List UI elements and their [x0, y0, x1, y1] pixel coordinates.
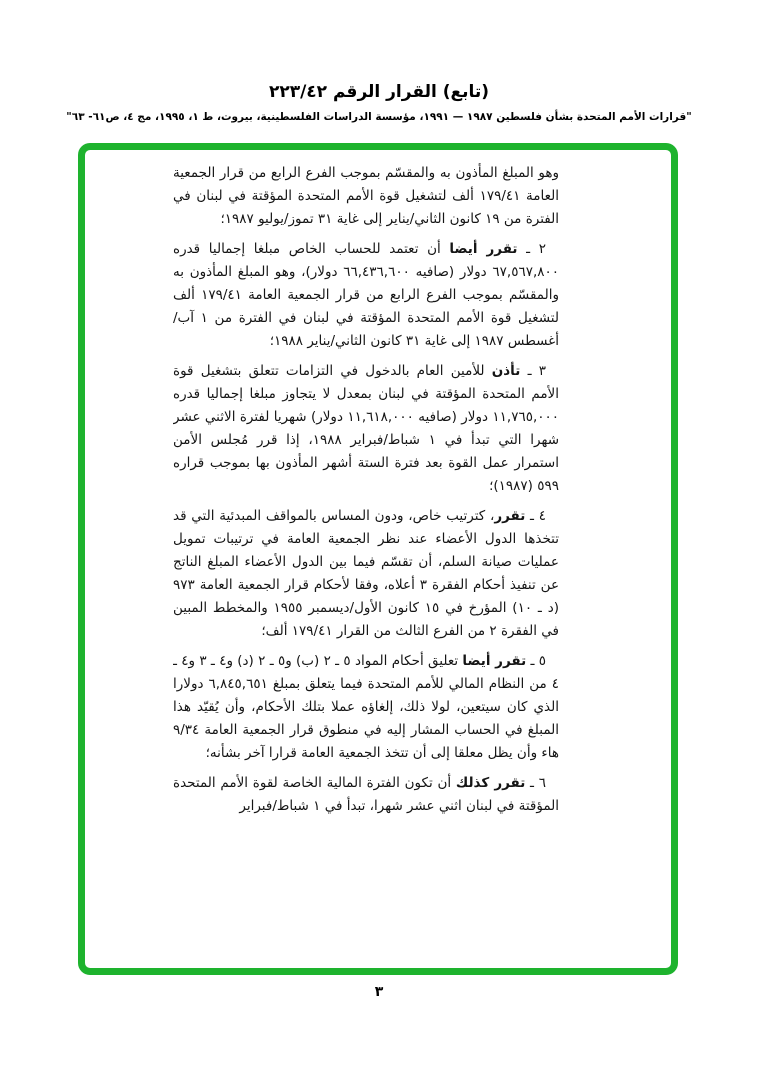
paragraph-text: للأمين العام بالدخول في التزامات تتعلق بتشغيل قوة الأمم المتحدة المؤقتة في لبنان بمعدل لا يتجاوز مبلغا إجماليا قدره ١١,٧٦٥,٠٠٠ دولار (صافيه ١١,٦١٨,٠٠٠ دولار) شهريا لفترة الاثني عشر شهرا التي تبدأ في ١ شباط/فبراير ١٩٨٨، إذا قرر مُجلس الأمن استمرار عمل القوة بعد فترة الستة أشهر المأذون بها بموجب قراره ٥٩٩ (١٩٨٧)؛ [173, 363, 559, 494]
source-citation: "قرارات الأمم المتحدة بشأن فلسطين ١٩٨٧ — ١٩٩١، مؤسسة الدراسات الفلسطينية، بيروت، ط ١، ١٩٩٥، مج ٤، ص٦١- ٦٣" [66, 111, 692, 123]
paragraph-text: تعليق أحكام المواد ٥ ـ ٢ (ب) و٥ ـ ٢ (د) و٤ ـ ٣ و٤ ـ ٤ من النظام المالي للأمم المتحدة فيما يتعلق بمبلغ ٦,٨٤٥,٦٥١ دولارا الذي كان سيتعين، لولا ذلك، إلغاؤه عملا بتلك الأحكام، وأن يُقيّد هذا المبلغ في الحساب المشار إليه في منطوق قرار الجمعية العامة ٩/٣٤ هاء وأن يظل معلقا إلى أن تتخذ الجمعية العامة قرارا آخر بشأنه؛ [173, 653, 559, 761]
paragraph-number: ٦ ـ [530, 775, 546, 791]
resolution-paragraph [173, 360, 559, 498]
paragraph-text: ، كترتيب خاص، ودون المساس بالمواقف المبدئية التي قد تتخذها الدول الأعضاء عند نظر الجمعية العامة في ترتيبات تمويل عمليات صيانة السلم، أن تقسّم فيما بين الدول الأعضاء المبلغ الناتج عن تنفيذ أحكام الفقرة ٣ أعلاه، وفقا لأحكام قرار الجمعية العامة ٩٧٣ (د ـ ١٠) المؤرخ في ١٥ كانون الأول/ديسمبر ١٩٥٥ والمخطط المبين في الفقرة ٢ من الفرع الثالث من القرار ١٧٩/٤١ ألف؛ [173, 508, 559, 639]
resolution-paragraph [173, 505, 559, 643]
resolution-body [173, 162, 559, 818]
paragraph-lead-word: تقرر أيضا [462, 653, 527, 669]
paragraph-lead-word: تقرر أيضا [449, 241, 518, 257]
page-number: ٣ [374, 984, 384, 1000]
resolution-frame-inner [173, 162, 559, 928]
paragraph-number: ٢ ـ [526, 241, 546, 257]
resolution-paragraph [173, 238, 559, 353]
paragraph-number: ٤ ـ [530, 508, 546, 524]
resolution-frame [78, 143, 678, 975]
page-title: (تابع) القرار الرقم ٢٢٣/٤٢ [268, 82, 490, 102]
paragraph-lead-word: تقرر [494, 508, 526, 524]
paragraph-text: وهو المبلغ المأذون به والمقسّم بموجب الفرع الرابع من قرار الجمعية العامة ١٧٩/٤١ ألف لتشغيل قوة الأمم المتحدة المؤقتة في لبنان في الفترة من ١٩ كانون الثاني/يناير إلى غاية ٣١ تموز/يوليو ١٩٨٧؛ [173, 165, 559, 227]
resolution-paragraph [173, 650, 559, 765]
paragraph-text: أن تكون الفترة المالية الخاصة لقوة الأمم المتحدة المؤقتة في لبنان اثني عشر شهرا، تبدأ في ١ شباط/فبراير [173, 775, 559, 814]
resolution-paragraph [173, 772, 559, 818]
paragraph-number: ٣ ـ [527, 363, 547, 379]
paragraph-lead-word: تقرر كذلك [455, 775, 526, 791]
document-header [0, 82, 758, 123]
paragraph-number: ٥ ـ [530, 653, 546, 669]
resolution-paragraph [173, 162, 559, 231]
paragraph-lead-word: تأذن [491, 363, 521, 379]
paragraph-text: أن تعتمد للحساب الخاص مبلغا إجماليا قدره ٦٧,٥٦٧,٨٠٠ دولار (صافيه ٦٦,٤٣٦,٦٠٠ دولار)، وهو المبلغ المأذون به والمقسّم بموجب الفرع الرابع من قرار الجمعية العامة ١٧٩/٤١ ألف لتشغيل قوة الأمم المتحدة المؤقتة في لبنان في الفترة من ١ آب/أغسطس ١٩٨٧ إلى غاية ٣١ كانون الثاني/يناير ١٩٨٨؛ [173, 241, 559, 349]
